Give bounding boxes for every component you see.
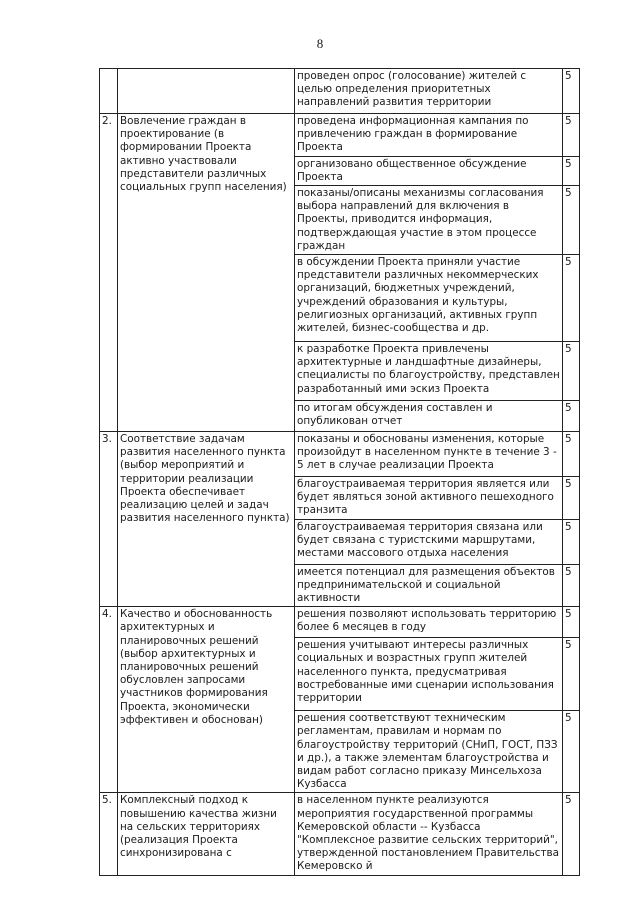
indicator-cell: проведен опрос (голосование) жителей с целью определения приоритетных направлений развития территории	[295, 69, 563, 114]
indicator-cell: проведена информационная кампания по привлечению граждан в формирование Проекта	[295, 114, 563, 157]
row-number	[100, 69, 118, 114]
row-number: 3.	[100, 432, 118, 607]
table-row	[100, 607, 580, 638]
indicator-cell: решения учитывают интересы различных социальных и возрастных групп жителей населенного пункта, предусматривая востребованные ими сценарии использования территории	[295, 638, 563, 711]
table-row	[100, 114, 580, 157]
score-cell: 5	[563, 564, 580, 607]
indicator-cell: в населенном пункте реализуются мероприятия государственной программы Кемеровской области -- Кузбасса "Комплексное развитие сельских территорий", утвержденной постановлением Правительства Кемеровско й	[295, 793, 563, 875]
page-number: 8	[316, 36, 324, 51]
criterion-cell: Вовлечение граждан в проектирование (в формировании Проекта активно участвовали представители различных социальных групп населения)	[118, 114, 295, 432]
score-cell: 5	[563, 638, 580, 711]
score-cell: 5	[563, 477, 580, 520]
score-cell: 5	[563, 186, 580, 255]
indicator-cell: показаны и обоснованы изменения, которые произойдут в населенном пункте в течение 3 - 5 лет в случае реализации Проекта	[295, 432, 563, 477]
criterion-cell: Комплексный подход к повышению качества жизни на сельских территориях (реализация Проекта синхронизирована с	[118, 793, 295, 875]
row-number: 5.	[100, 793, 118, 875]
score-cell: 5	[563, 607, 580, 638]
score-cell: 5	[563, 114, 580, 157]
criterion-cell: Соответствие задачам развития населенного пункта (выбор мероприятий и территории реализации Проекта обеспечивает реализацию целей и задач развития населенного пункта)	[118, 432, 295, 607]
criterion-cell: Качество и обоснованность архитектурных и планировочных решений (выбор архитектурных и планировочных решений обусловлен запросами участников формирования Проекта, экономически эффективен и обоснован)	[118, 607, 295, 793]
row-number: 4.	[100, 607, 118, 793]
score-cell: 5	[563, 432, 580, 477]
table-row	[100, 793, 580, 875]
indicator-cell: имеется потенциал для размещения объектов предпринимательской и социальной активности	[295, 564, 563, 607]
score-cell: 5	[563, 793, 580, 875]
indicator-cell: организовано общественное обсуждение Проекта	[295, 156, 563, 185]
score-cell: 5	[563, 519, 580, 564]
indicator-cell: решения соответствуют техническим регламентам, правилам и нормам по благоустройству территорий (СНиП, ГОСТ, ПЗЗ и др.), а также элементам благоустройства и видам работ согласно приказу Минсельхоза Кузбасса	[295, 711, 563, 793]
indicator-cell: решения позволяют использовать территорию более 6 месяцев в году	[295, 607, 563, 638]
indicator-cell: по итогам обсуждения составлен и опубликован отчет	[295, 401, 563, 432]
indicator-cell: показаны/описаны механизмы согласования выбора направлений для включения в Проекты, приводится информация, подтверждающая участие в этом процессе граждан	[295, 186, 563, 255]
table-row	[100, 69, 580, 114]
indicator-cell: к разработке Проекта привлечены архитектурные и ландшафтные дизайнеры, специалисты по благоустройству, представлен разработанный ими эскиз Проекта	[295, 342, 563, 401]
criterion-cell	[118, 69, 295, 114]
score-cell: 5	[563, 711, 580, 793]
score-cell: 5	[563, 69, 580, 114]
score-cell: 5	[563, 401, 580, 432]
indicator-cell: благоустраиваемая территория является или будет являться зоной активного пешеходного транзита	[295, 477, 563, 520]
score-cell: 5	[563, 342, 580, 401]
score-cell: 5	[563, 255, 580, 342]
score-cell: 5	[563, 156, 580, 185]
indicator-cell: благоустраиваемая территория связана или будет связана с туристскими маршрутами, местами массового отдыха населения	[295, 519, 563, 564]
criteria-table	[99, 68, 580, 876]
table-row	[100, 432, 580, 477]
indicator-cell: в обсуждении Проекта приняли участие представители различных некоммерческих организаций, бюджетных учреждений, учреждений образования и культуры, религиозных организаций, активных групп жителей, бизнес-сообщества и др.	[295, 255, 563, 342]
row-number: 2.	[100, 114, 118, 432]
